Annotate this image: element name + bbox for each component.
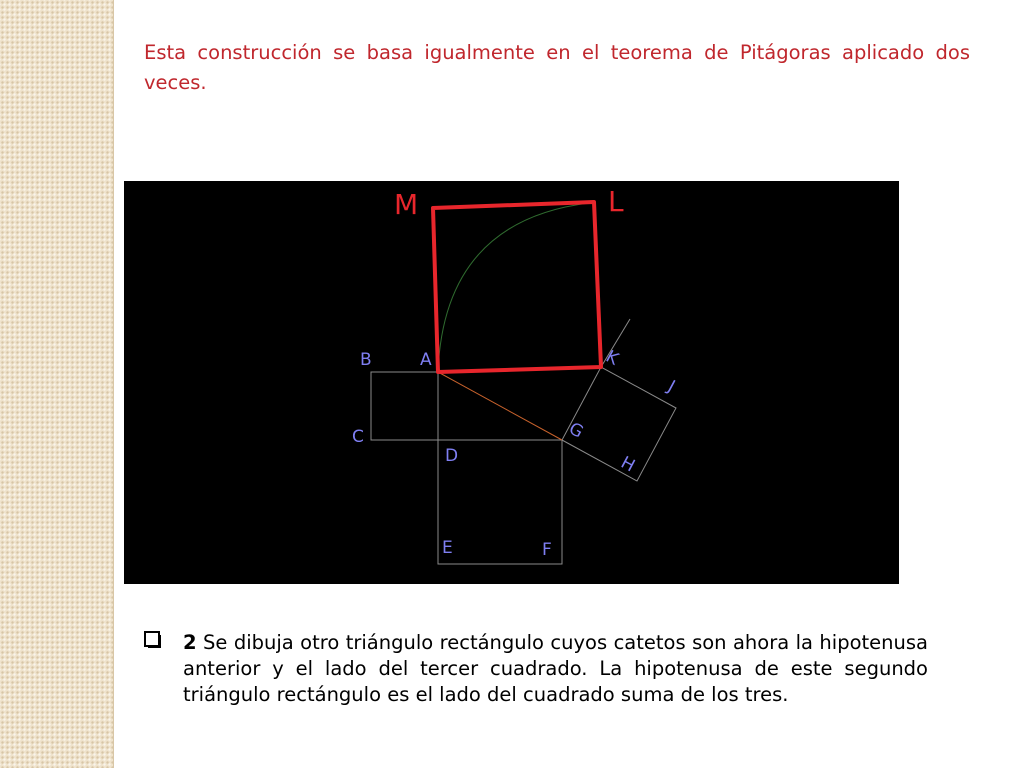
construction-arc bbox=[438, 203, 589, 372]
intro-text: Esta construcción se basa igualmente en el teorema de Pitágoras aplicado dos veces. bbox=[144, 41, 970, 94]
sum-square-aklm bbox=[433, 202, 601, 372]
square-abcd bbox=[371, 372, 438, 440]
label-f: F bbox=[542, 540, 552, 560]
label-c: C bbox=[352, 427, 364, 447]
bullet-item bbox=[144, 630, 928, 708]
decorative-side-strip bbox=[0, 0, 114, 768]
label-h: H bbox=[617, 452, 639, 477]
construction-diagram bbox=[124, 181, 899, 584]
label-g: G bbox=[565, 418, 587, 443]
bullet-text bbox=[183, 630, 928, 708]
label-l: L bbox=[608, 185, 624, 218]
label-e: E bbox=[442, 538, 453, 558]
bullet-body: Se dibuja otro triángulo rectángulo cuyos catetos son ahora la hipotenusa anterior y el lado del tercer cuadrado. La hipotenusa de este segundo triángulo rectángulo es el lado del cuadrado suma de los tres. bbox=[183, 631, 928, 706]
label-b: B bbox=[360, 350, 372, 370]
label-k: K bbox=[602, 346, 622, 370]
label-a: A bbox=[420, 350, 432, 370]
bullet-number: 2 bbox=[183, 631, 197, 654]
geometry-figure bbox=[124, 181, 899, 584]
label-d: D bbox=[445, 446, 459, 466]
checkbox-square-icon bbox=[144, 631, 161, 648]
label-j: J bbox=[664, 376, 679, 397]
hypotenuse-ag bbox=[438, 372, 562, 440]
label-m: M bbox=[394, 188, 419, 221]
